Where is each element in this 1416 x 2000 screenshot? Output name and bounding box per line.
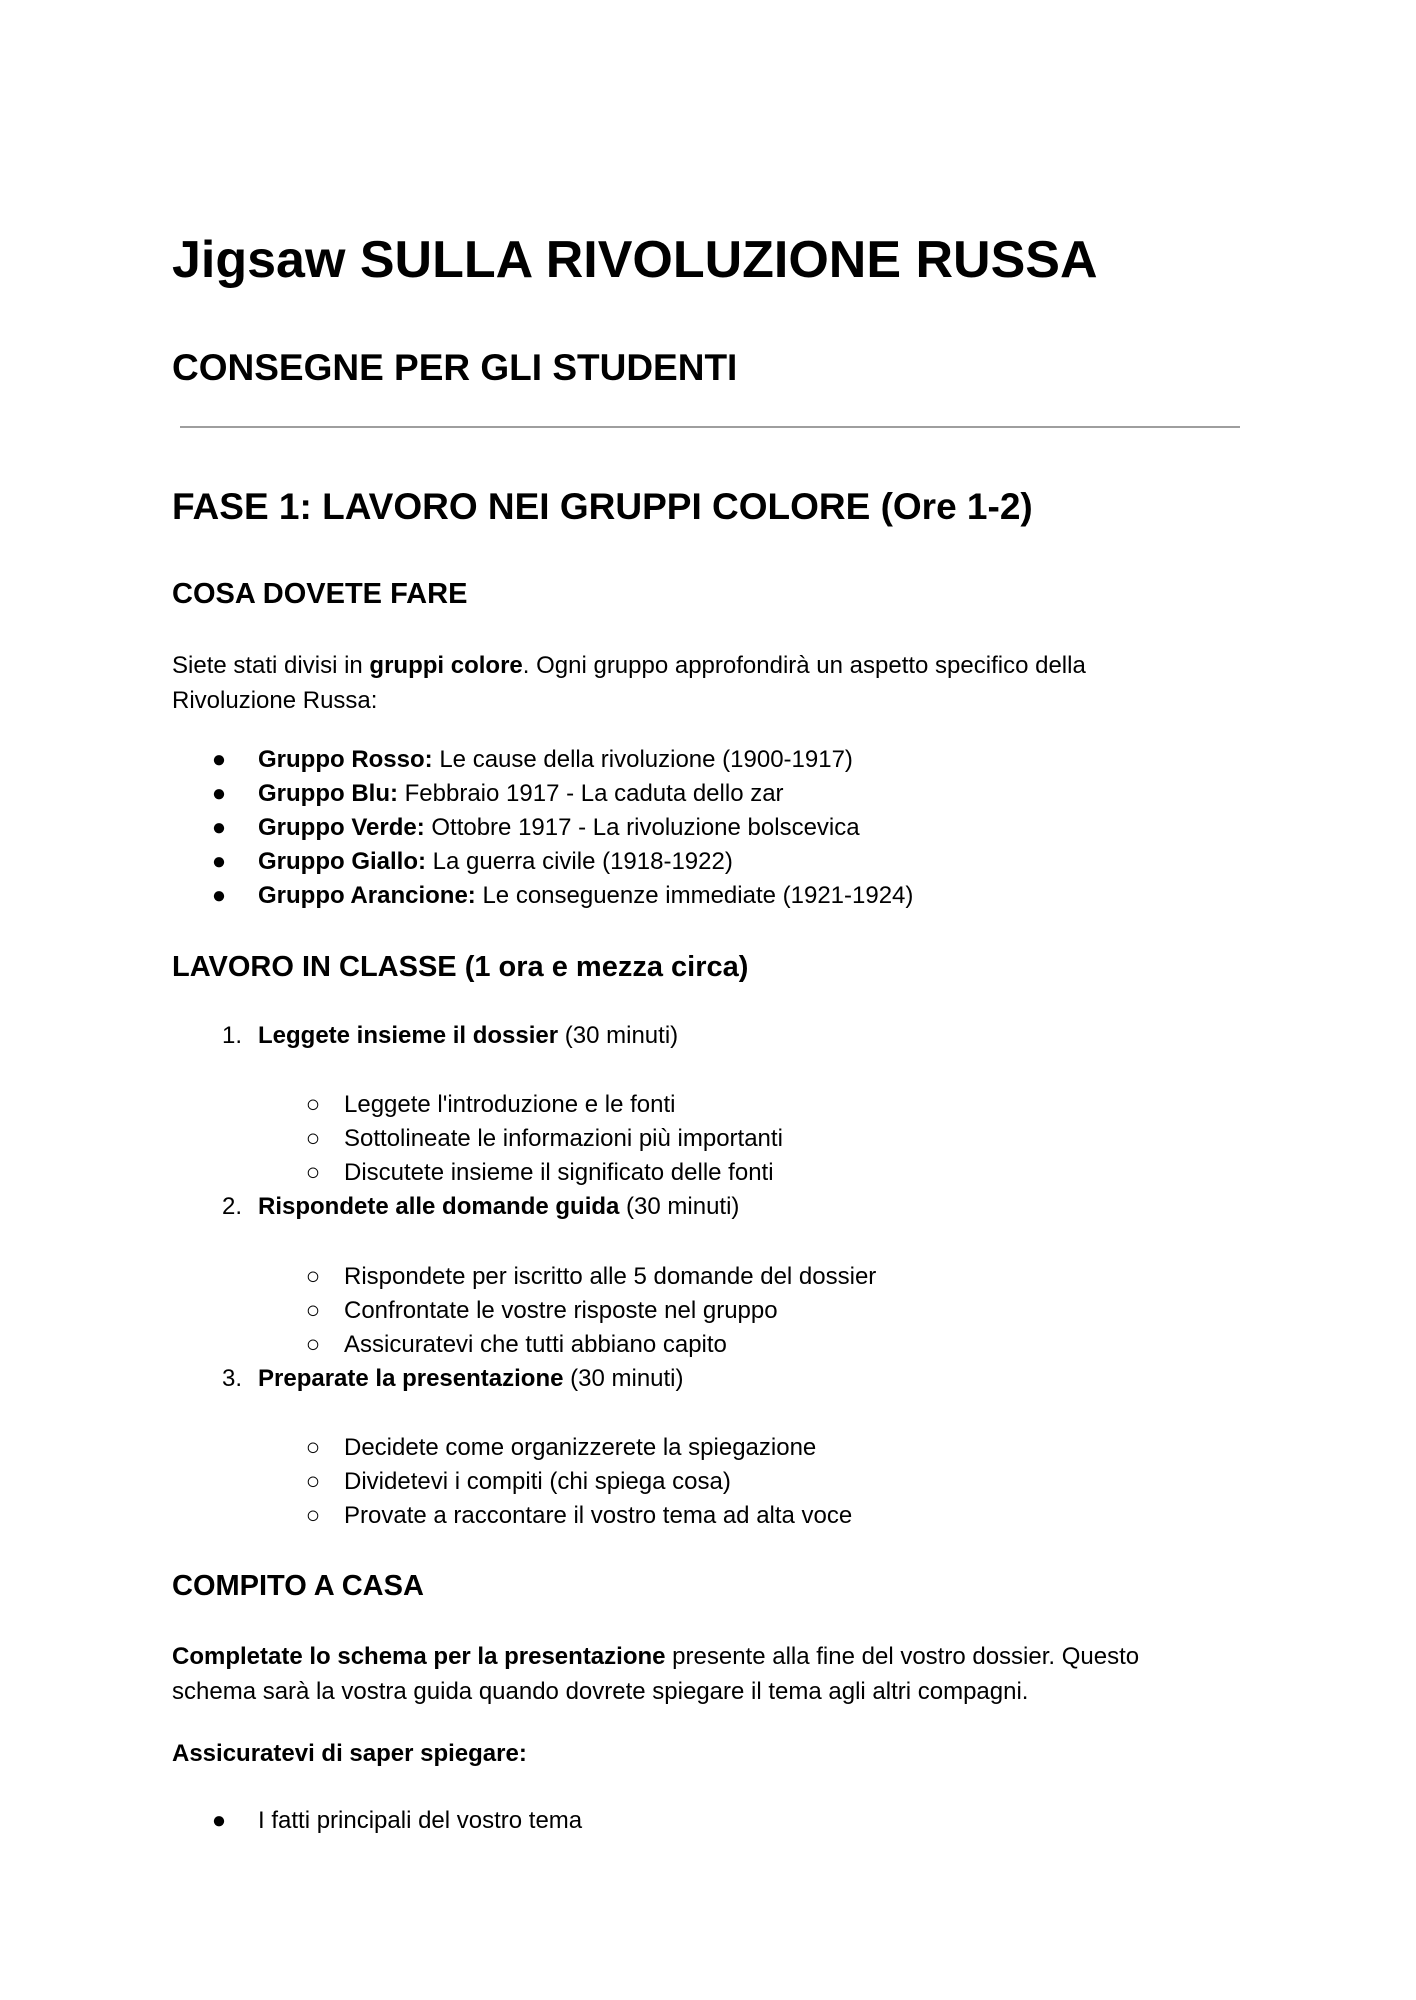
bullet-icon: ● <box>211 882 227 909</box>
group-label: Gruppo Arancione: <box>258 882 476 909</box>
sub-item <box>305 1260 877 1294</box>
step-number: 2. <box>221 1193 242 1220</box>
sub-item <box>305 1465 731 1499</box>
sub-item-text: Dividetevi i compiti (chi spiega cosa) <box>344 1468 731 1495</box>
sub-item-text: Provate a raccontare il vostro tema ad alta voce <box>344 1502 853 1529</box>
step-number: 3. <box>221 1365 242 1392</box>
assicuratevi-text: Assicuratevi di saper spiegare: <box>172 1740 527 1767</box>
fase1-heading: FASE 1: LAVORO NEI GRUPPI COLORE (Ore 1-2) <box>172 486 1033 527</box>
circle-bullet-icon: ○ <box>305 1331 321 1358</box>
group-text: Febbraio 1917 - La caduta dello zar <box>397 780 784 807</box>
assicuratevi-label <box>172 1736 1244 1771</box>
bullet-icon: ● <box>211 814 227 841</box>
sub-item <box>305 1328 727 1362</box>
sub-item <box>305 1156 774 1190</box>
step-title: Leggete insieme il dossier <box>258 1022 559 1049</box>
list-item <box>211 1804 583 1838</box>
sub-item-text: Confrontate le vostre risposte nel gruppo <box>344 1297 778 1324</box>
compito-line-2: schema sarà la vostra guida quando dovrete spiegare il tema agli altri compagni. <box>172 1678 1029 1705</box>
group-text: Le cause della rivoluzione (1900-1917) <box>432 746 853 773</box>
sub-item <box>305 1088 676 1122</box>
circle-bullet-icon: ○ <box>305 1159 321 1186</box>
step-title: Rispondete alle domande guida <box>258 1193 620 1220</box>
cosa-dovete-fare-heading: COSA DOVETE FARE <box>172 578 468 610</box>
list-item-text: I fatti principali del vostro tema <box>258 1807 583 1834</box>
sub-item <box>305 1499 853 1533</box>
circle-bullet-icon: ○ <box>305 1125 321 1152</box>
step-title: Preparate la presentazione <box>258 1365 564 1392</box>
compito-paragraph <box>172 1639 1244 1709</box>
bullet-icon: ● <box>211 848 227 875</box>
document-subtitle: CONSEGNE PER GLI STUDENTI <box>172 347 738 388</box>
bullet-icon: ● <box>211 780 227 807</box>
sub-item-text: Decidete come organizzerete la spiegazione <box>344 1434 817 1461</box>
circle-bullet-icon: ○ <box>305 1297 321 1324</box>
intro-paragraph <box>172 648 1244 718</box>
bullet-icon: ● <box>211 746 227 773</box>
step-time: (30 minuti) <box>558 1022 679 1049</box>
circle-bullet-icon: ○ <box>305 1091 321 1118</box>
compito-bold: Completate lo schema per la presentazione <box>172 1643 666 1670</box>
group-label: Gruppo Verde: <box>258 814 425 841</box>
list-item-gruppo-arancione <box>211 879 914 913</box>
sub-item <box>305 1122 783 1156</box>
compito-line-1 <box>172 1639 1244 1674</box>
step-time: (30 minuti) <box>619 1193 740 1220</box>
lavoro-in-classe-heading: LAVORO IN CLASSE (1 ora e mezza circa) <box>172 951 749 983</box>
sub-item-text: Discutete insieme il significato delle fonti <box>344 1159 774 1186</box>
intro-text: . Ogni gruppo approfondirà un aspetto specifico della <box>522 652 1086 679</box>
step-1 <box>221 1019 679 1053</box>
intro-text: Siete stati divisi in <box>172 652 370 679</box>
group-text: Le conseguenze immediate (1921-1924) <box>475 882 914 909</box>
list-item-gruppo-blu <box>211 777 784 811</box>
step-3 <box>221 1362 684 1396</box>
sub-item <box>305 1431 817 1465</box>
group-text: Ottobre 1917 - La rivoluzione bolscevica <box>424 814 860 841</box>
sub-item <box>305 1294 778 1328</box>
compito-text: presente alla fine del vostro dossier. Questo <box>665 1643 1140 1670</box>
sub-item-text: Leggete l'introduzione e le fonti <box>344 1091 676 1118</box>
bullet-icon: ● <box>211 1807 227 1834</box>
intro-bold: gruppi colore <box>369 652 523 679</box>
circle-bullet-icon: ○ <box>305 1502 321 1529</box>
group-label: Gruppo Rosso: <box>258 746 433 773</box>
intro-line-2: Rivoluzione Russa: <box>172 687 378 714</box>
step-time: (30 minuti) <box>563 1365 684 1392</box>
sub-item-text: Assicuratevi che tutti abbiano capito <box>344 1331 727 1358</box>
compito-a-casa-heading: COMPITO A CASA <box>172 1570 424 1602</box>
group-label: Gruppo Giallo: <box>258 848 426 875</box>
group-text: La guerra civile (1918-1922) <box>426 848 733 875</box>
horizontal-divider <box>180 426 1240 428</box>
intro-line-1 <box>172 648 1244 683</box>
document-title: Jigsaw SULLA RIVOLUZIONE RUSSA <box>172 231 1098 289</box>
sub-item-text: Sottolineate le informazioni più importanti <box>344 1125 783 1152</box>
circle-bullet-icon: ○ <box>305 1263 321 1290</box>
step-number: 1. <box>221 1022 242 1049</box>
circle-bullet-icon: ○ <box>305 1434 321 1461</box>
group-label: Gruppo Blu: <box>258 780 398 807</box>
list-item-gruppo-verde <box>211 811 860 845</box>
step-2 <box>221 1190 740 1224</box>
sub-item-text: Rispondete per iscritto alle 5 domande del dossier <box>344 1263 877 1290</box>
circle-bullet-icon: ○ <box>305 1468 321 1495</box>
list-item-gruppo-rosso <box>211 743 853 777</box>
list-item-gruppo-giallo <box>211 845 733 879</box>
